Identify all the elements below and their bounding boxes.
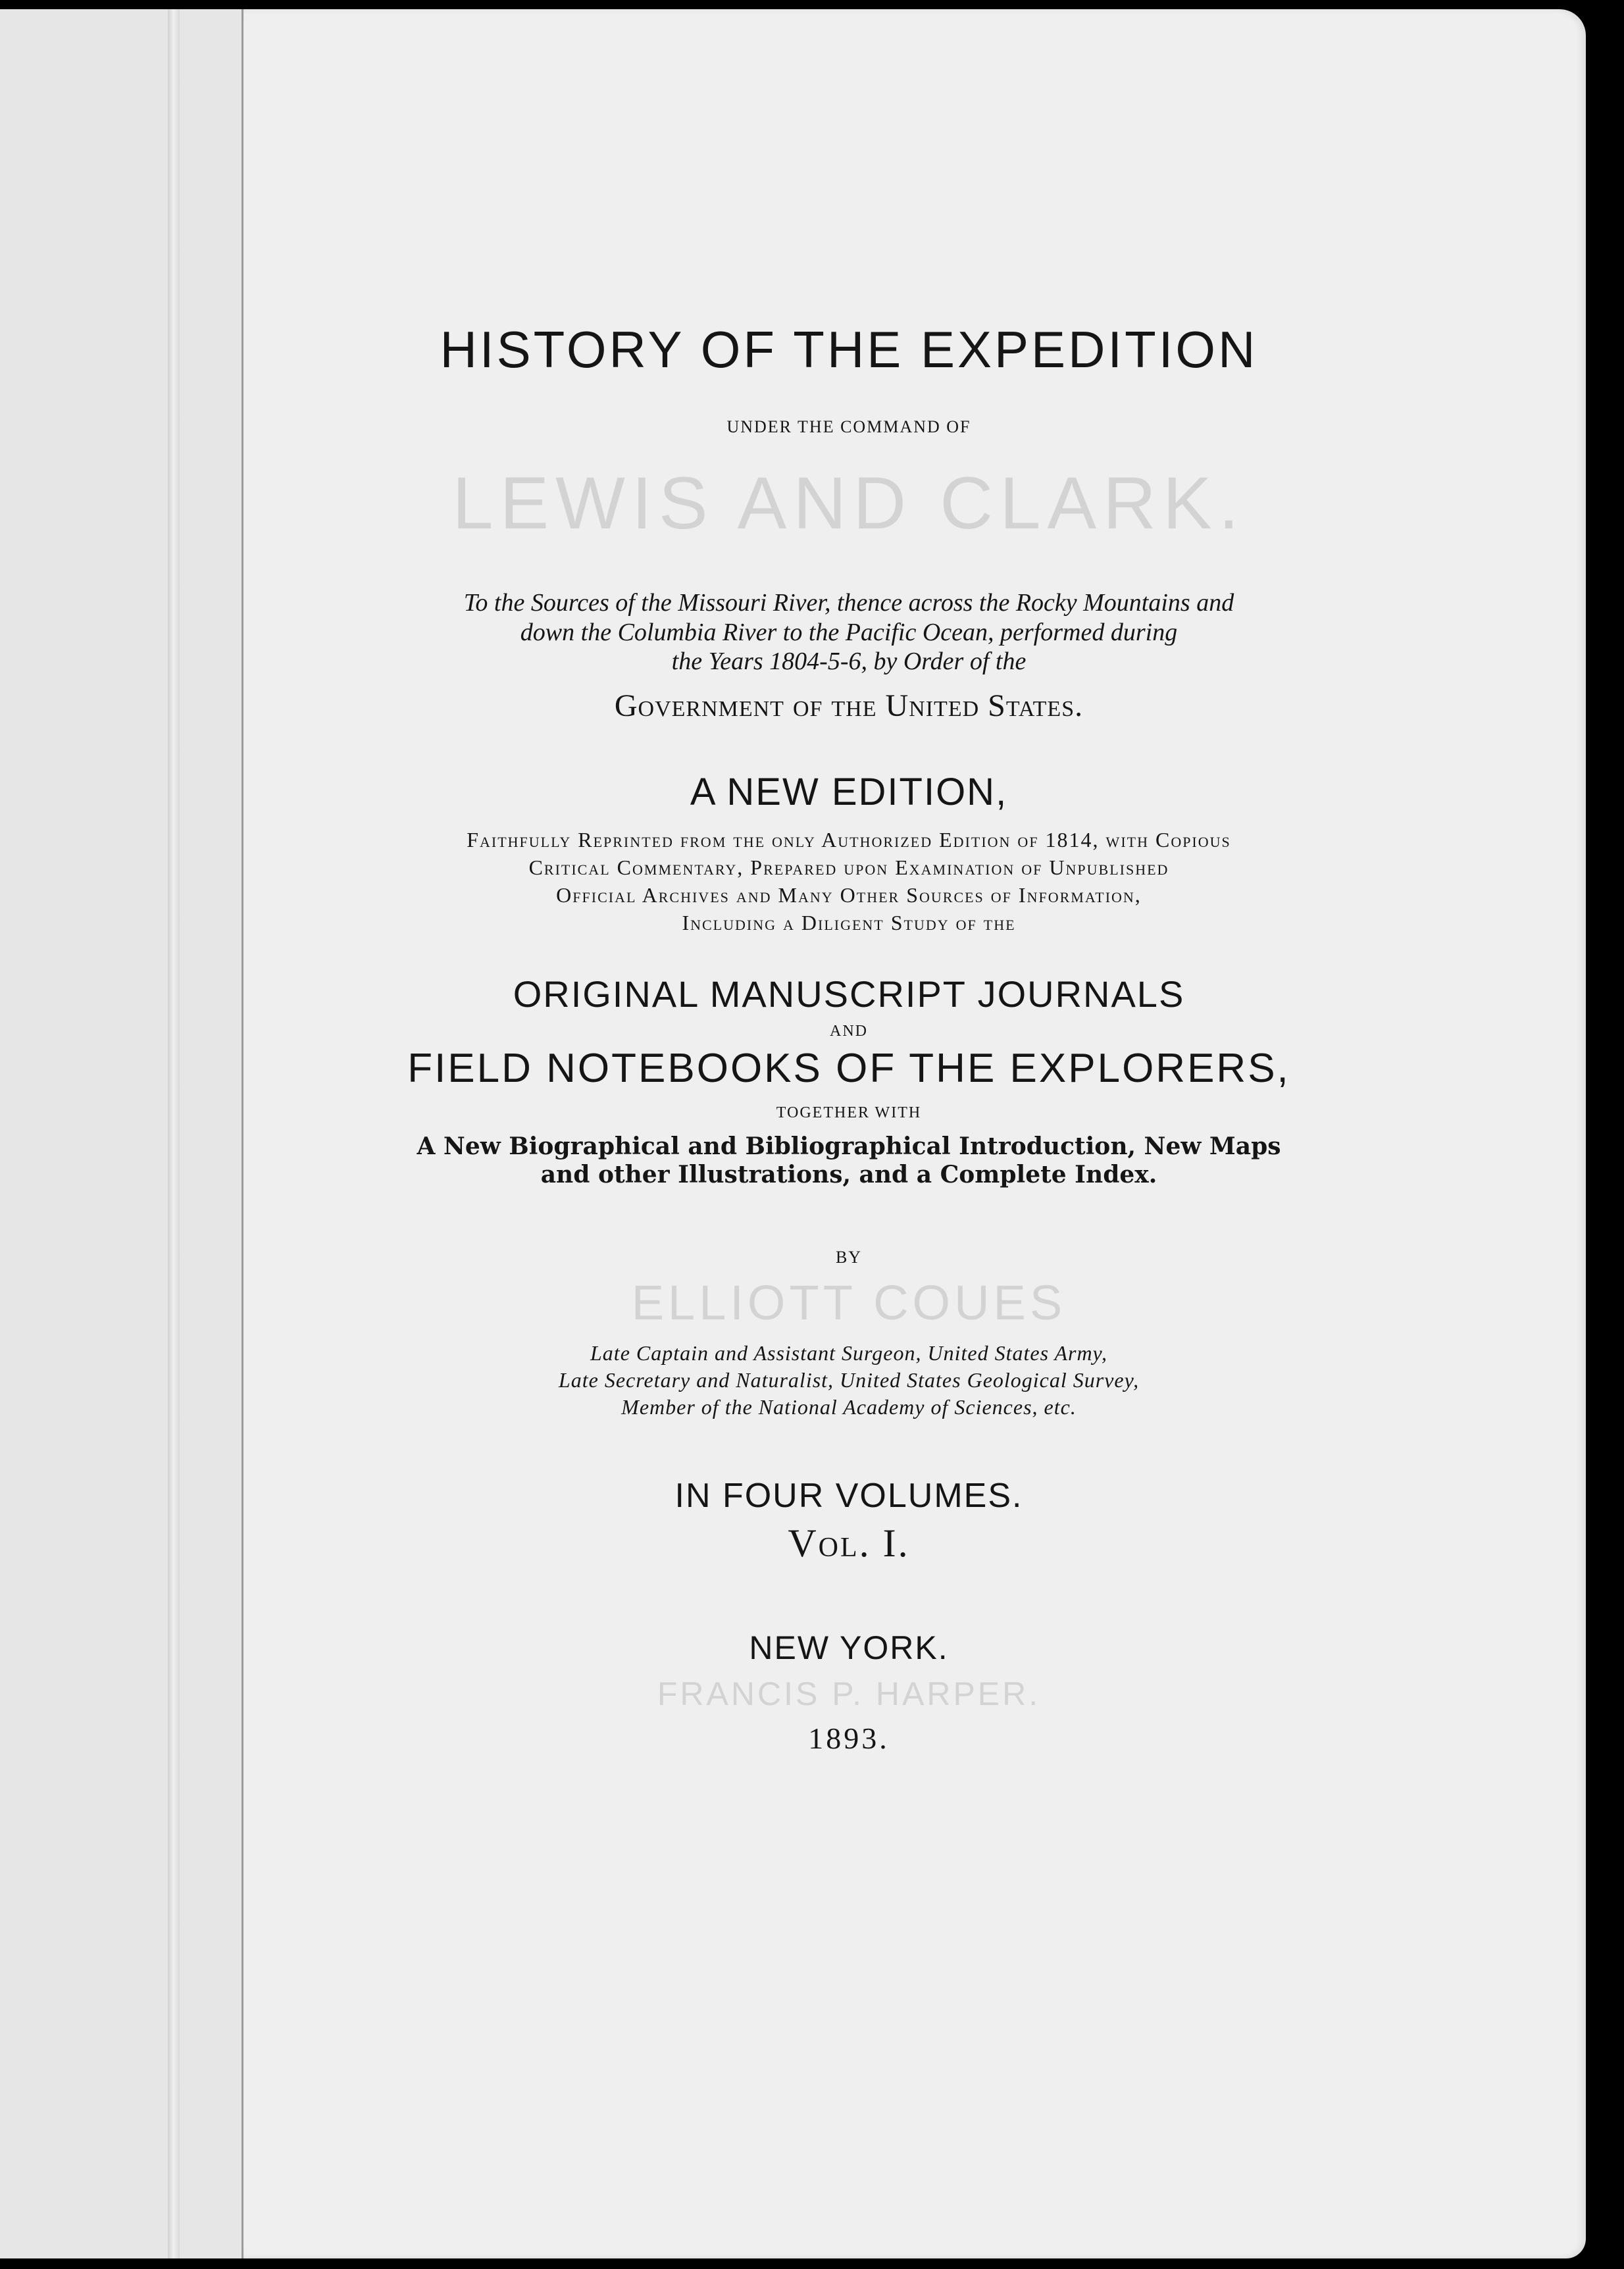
- new-edition-heading: A NEW EDITION,: [690, 771, 1008, 813]
- author-name: ELLIOTT COUES: [631, 1275, 1067, 1330]
- journals-and: AND: [830, 1023, 868, 1040]
- route-line-2: down the Columbia River to the Pacific Ocean, performed during: [520, 619, 1178, 646]
- by-line: BY: [835, 1248, 863, 1267]
- route-line-3: the Years 1804-5-6, by Order of the: [671, 648, 1027, 675]
- author-credential-3: Member of the National Academy of Sciences, etc.: [621, 1395, 1077, 1419]
- edition-line-3: Official Archives and Many Other Sources of Information,: [556, 883, 1142, 907]
- together-with: TOGETHER WITH: [776, 1104, 922, 1121]
- imprint-year: 1893.: [808, 1721, 890, 1755]
- journals-line-2: FIELD NOTEBOOKS OF THE EXPLORERS,: [407, 1046, 1290, 1091]
- author-credential-2: Late Secretary and Naturalist, United States Geological Survey,: [558, 1368, 1140, 1392]
- edition-line-4: Including a Diligent Study of the: [682, 911, 1016, 934]
- extras-line-2: and other Illustrations, and a Complete Index.: [540, 1161, 1157, 1188]
- page-fold: [168, 9, 180, 2258]
- government-line: Government of the United States.: [614, 688, 1084, 723]
- journals-line-1: ORIGINAL MANUSCRIPT JOURNALS: [513, 973, 1185, 1015]
- edition-line-1: Faithfully Reprinted from the only Authorized Edition of 1814, with Copious: [467, 828, 1231, 852]
- facing-page-edge: [0, 9, 243, 2258]
- edition-line-2: Critical Commentary, Prepared upon Examination of Unpublished: [528, 855, 1169, 879]
- volume-set: IN FOUR VOLUMES.: [674, 1477, 1023, 1515]
- extras-line-1: A New Biographical and Bibliographical Introduction, New Maps: [417, 1133, 1281, 1160]
- imprint-city: NEW YORK.: [749, 1629, 949, 1666]
- expedition-leaders: LEWIS AND CLARK.: [452, 462, 1246, 544]
- main-title: HISTORY OF THE EXPEDITION: [440, 320, 1258, 378]
- under-command-line: UNDER THE COMMAND OF: [726, 417, 971, 436]
- author-credential-1: Late Captain and Assistant Surgeon, United States Army,: [590, 1341, 1107, 1365]
- route-line-1: To the Sources of the Missouri River, thence across the Rocky Mountains and: [463, 589, 1234, 617]
- volume-number: Vol. I.: [788, 1521, 910, 1565]
- imprint-publisher: FRANCIS P. HARPER.: [657, 1675, 1041, 1712]
